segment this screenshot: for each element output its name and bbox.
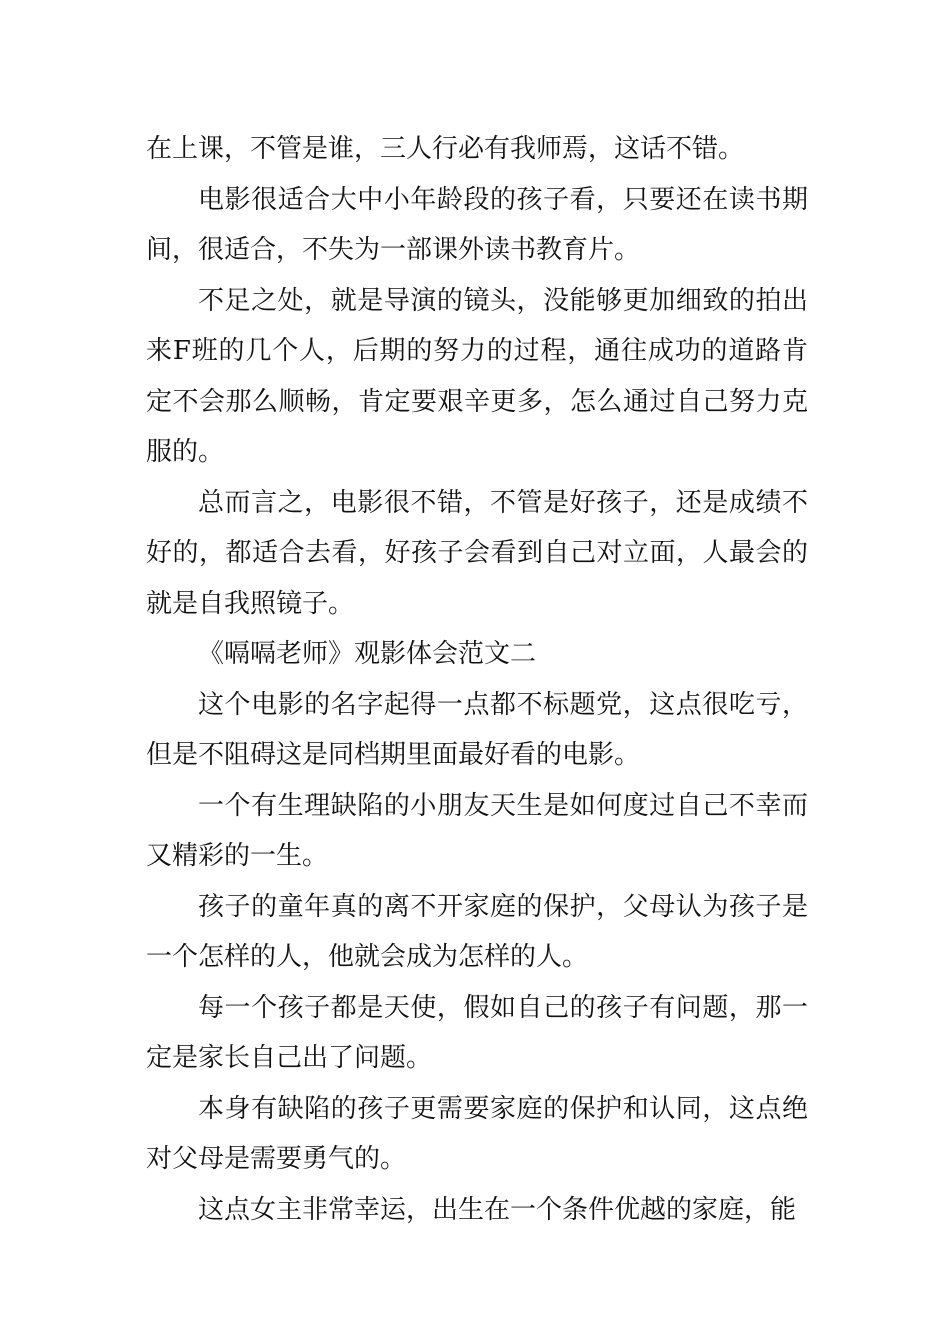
- paragraph-5: 这个电影的名字起得一点都不标题党，这点很吃亏，但是不阻碍这是同档期里面最好看的电影。: [146, 689, 808, 770]
- paragraph-6: 一个有生理缺陷的小朋友天生是如何度过自己不幸而又精彩的一生。: [146, 790, 808, 871]
- paragraph-8: 每一个孩子都是天使，假如自己的孩子有问题，那一定是家长自己出了问题。: [146, 992, 808, 1073]
- paragraph-4: 总而言之，电影很不错，不管是好孩子，还是成绩不好的，都适合去看，好孩子会看到自己对立面，人最会的就是自我照镜子。: [146, 487, 808, 619]
- paragraph-9: 本身有缺陷的孩子更需要家庭的保护和认同，这点绝对父母是需要勇气的。: [146, 1093, 808, 1174]
- paragraph-2: 电影很适合大中小年龄段的孩子看，只要还在读书期间，很适合，不失为一部课外读书教育片。: [146, 184, 808, 265]
- document-body: [146, 124, 808, 1235]
- paragraph-1: 在上课，不管是谁，三人行必有我师焉，这话不错。: [146, 134, 745, 164]
- paragraph-10: 这点女主非常幸运，出生在一个条件优越的家庭，能: [198, 1194, 797, 1225]
- section-heading: 《嗝嗝老师》观影体会范文二: [198, 639, 537, 669]
- paragraph-7: 孩子的童年真的离不开家庭的保护，父母认为孩子是一个怎样的人，他就会成为怎样的人。: [146, 891, 808, 972]
- paragraph-3: 不足之处，就是导演的镜头，没能够更加细致的拍出来F班的几个人，后期的努力的过程，通往成功的道路肯定不会那么顺畅，肯定要艰辛更多，怎么通过自己努力克服的。: [146, 285, 808, 467]
